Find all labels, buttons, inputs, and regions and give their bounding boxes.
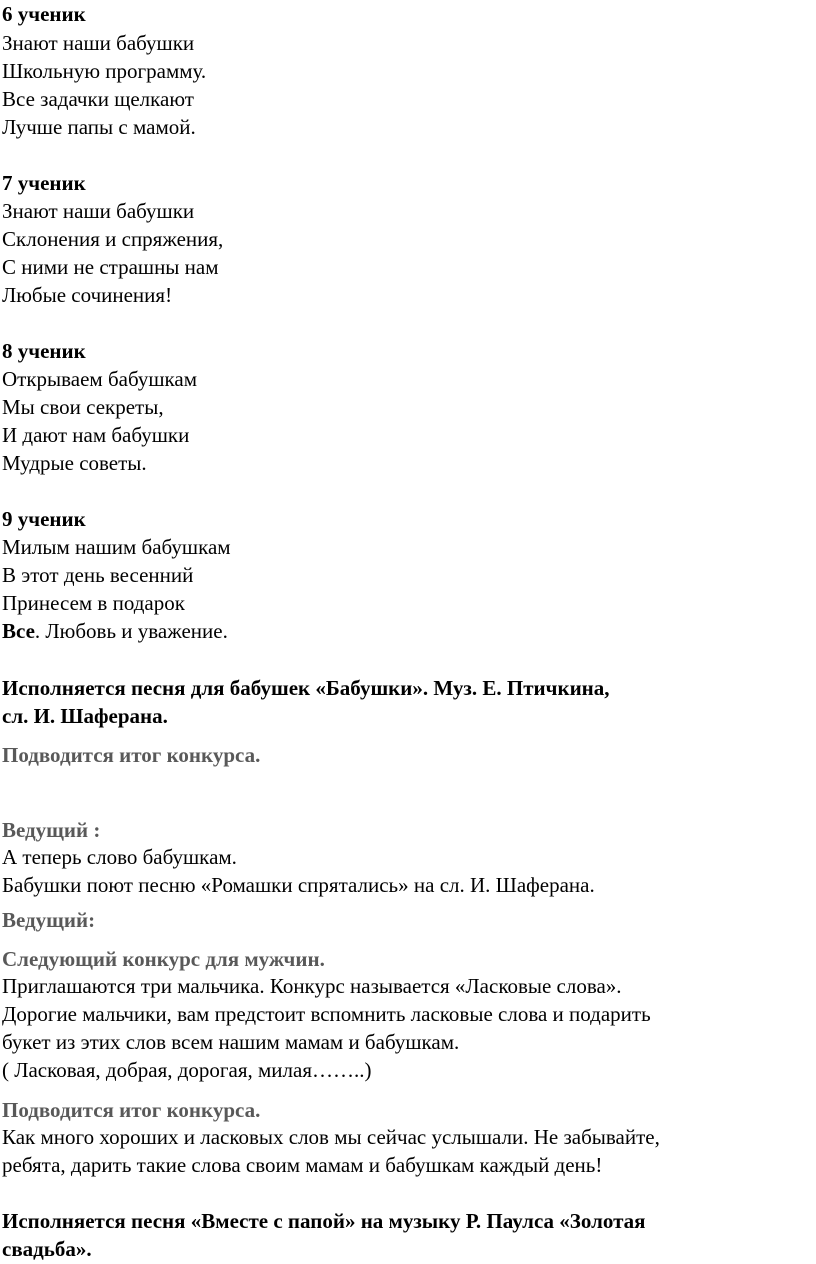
- stanza-heading: 7 ученик: [2, 171, 86, 195]
- poem-line: Милым нашим бабушкам: [2, 535, 231, 559]
- host-label: Ведущий :: [2, 818, 101, 842]
- stanza-heading: 8 ученик: [2, 339, 86, 363]
- stanza-heading: 9 ученик: [2, 507, 86, 531]
- song-announcement: Исполняется песня для бабушек «Бабушки». Муз. Е. Птичкина,: [2, 676, 610, 700]
- poem-line: Склонения и спряжения,: [2, 227, 224, 251]
- song-announcement: Исполняется песня «Вместе с папой» на музыку Р. Паулса «Золотая: [2, 1209, 646, 1233]
- poem-line: Открываем бабушкам: [2, 367, 198, 391]
- poem-line: Знают наши бабушки: [2, 199, 195, 223]
- poem-line: Лучше папы с мамой.: [2, 115, 196, 139]
- host-line: А теперь слово бабушкам.: [2, 845, 237, 869]
- host-line: Бабушки поют песню «Ромашки спрятались» на сл. И. Шаферана.: [2, 873, 595, 897]
- poem-line: Знают наши бабушки: [2, 31, 195, 55]
- poem-line: Принесем в подарок: [2, 591, 185, 615]
- contest-line: букет из этих слов всем нашим мамам и бабушкам.: [2, 1030, 460, 1054]
- poem-line: Мудрые советы.: [2, 451, 147, 475]
- poem-line: В этот день весенний: [2, 563, 194, 587]
- poem-line: Все задачки щелкают: [2, 87, 194, 111]
- song-announcement: сл. И. Шаферана.: [2, 704, 168, 728]
- bold-word: Все: [2, 619, 35, 643]
- closing-line: ребята, дарить такие слова своим мамам и бабушкам каждый день!: [2, 1153, 603, 1177]
- contest-result: Подводится итог конкурса.: [2, 743, 261, 767]
- closing-line: Как много хороших и ласковых слов мы сейчас услышали. Не забывайте,: [2, 1125, 660, 1149]
- poem-line: [2, 617, 228, 645]
- song-announcement: свадьба».: [2, 1237, 92, 1261]
- contest-result: Подводится итог конкурса.: [2, 1098, 261, 1122]
- poem-line: Школьную программу.: [2, 59, 207, 83]
- contest-line: ( Ласковая, добрая, дорогая, милая……..): [2, 1058, 372, 1082]
- contest-title: Следующий конкурс для мужчин.: [2, 947, 325, 971]
- stanza-heading: 6 ученик: [2, 2, 86, 26]
- line-rest: . Любовь и уважение.: [34, 619, 228, 643]
- contest-line: Приглашаются три мальчика. Конкурс называется «Ласковые слова».: [2, 974, 622, 998]
- poem-line: С ними не страшны нам: [2, 255, 219, 279]
- poem-line: Мы свои секреты,: [2, 395, 164, 419]
- host-label: Ведущий:: [2, 908, 96, 932]
- contest-line: Дорогие мальчики, вам предстоит вспомнить ласковые слова и подарить: [2, 1002, 651, 1026]
- poem-line: Любые сочинения!: [2, 283, 173, 307]
- poem-line: И дают нам бабушки: [2, 423, 190, 447]
